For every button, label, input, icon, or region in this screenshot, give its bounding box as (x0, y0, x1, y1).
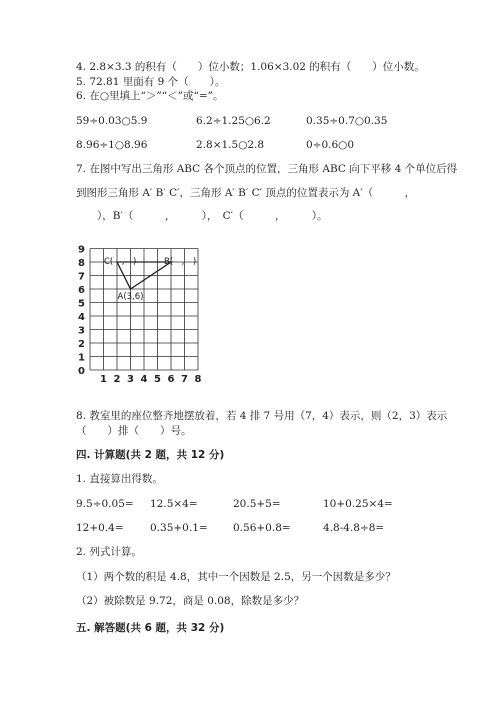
point-b-label: B( , ) (164, 257, 197, 267)
section-4-part2-q2: （2）被除数是 9.72，商是 0.08，除数是多少？ (76, 595, 305, 607)
y-tick-label: 8 (78, 258, 85, 269)
calc-item: 4.8-4.8÷8= (323, 522, 385, 534)
question-5: 5. 72.81 里面有 9 个（ ）。 (76, 76, 226, 88)
question-7-line1: 7. 在图中写出三角形 ABC 各个顶点的位置，三角形 ABC 向下平移 4 个单位后得 (76, 163, 458, 175)
question-4: 4. 2.8×3.3 的积有（ ）位小数；1.06×3.02 的积有（ ）位小数。 (76, 61, 425, 73)
x-tick-label: 3 (127, 374, 134, 385)
x-tick-label: 8 (194, 374, 202, 385)
y-tick-label: 5 (78, 298, 85, 310)
calc-item: 0.56+0.8= (233, 522, 291, 534)
y-tick-label: 4 (78, 312, 85, 323)
calc-item: 9.5÷0.05= (76, 498, 134, 510)
y-tick-label: 7 (78, 271, 85, 283)
compare-item: 8.96÷1○8.96 (76, 139, 148, 151)
x-tick-label: 5 (154, 374, 161, 385)
question-6-stem: 6. 在○里填上“＞”“＜”或“=”。 (76, 90, 224, 102)
section-4-part2: 2. 列式计算。 (76, 546, 142, 558)
compare-item: 2.8×1.5○2.8 (196, 139, 265, 151)
y-tick-label: 0 (78, 366, 85, 377)
x-tick-label: 7 (181, 374, 188, 385)
calc-item: 0.35+0.1= (150, 522, 208, 534)
calc-item: 10+0.25×4= (323, 498, 393, 510)
section-4-part1: 1. 直接算出得数。 (76, 473, 163, 485)
y-tick-label: 9 (78, 244, 85, 256)
y-tick-label: 2 (78, 339, 85, 350)
question-7-line3: ），B′（ ， ）， C′（ ， ）。 (76, 210, 328, 222)
section-4-part2-q1: （1）两个数的积是 4.8，其中一个因数是 2.5，另一个因数是多少？ (76, 571, 396, 583)
y-tick-label: 1 (78, 352, 85, 364)
question-8-line2: （ ）排（ ）号。 (76, 425, 192, 437)
coordinate-grid (76, 244, 216, 390)
x-tick-label: 6 (167, 374, 175, 385)
section-4-title: 四. 计算题(共 2 题，共 12 分) (76, 449, 225, 461)
calc-item: 12+0.4= (76, 522, 124, 534)
y-tick-label: 3 (78, 325, 85, 337)
calc-item: 12.5×4= (150, 498, 198, 510)
y-tick-label: 6 (78, 285, 85, 296)
compare-item: 6.2÷1.25○6.2 (196, 115, 271, 127)
question-7-line2: 到图形三角形 A′ B′ C′，三角形 A′ B′ C′ 顶点的位置表示为 A′（ ， (76, 187, 416, 199)
calc-item: 20.5+5= (233, 498, 281, 510)
compare-item: 0.35÷0.7○0.35 (306, 115, 388, 127)
compare-item: 59÷0.03○5.9 (76, 115, 148, 127)
question-8-line1: 8. 教室里的座位整齐地摆放着，若 4 排 7 号用（7，4）表示，则（2，3）表示 (76, 410, 448, 422)
x-tick-label: 4 (140, 374, 148, 385)
compare-item: 0÷0.6○0 (306, 139, 355, 151)
point-a-label: A(3,6) (117, 292, 144, 302)
section-5-title: 五. 解答题(共 6 题，共 32 分) (76, 622, 225, 634)
point-c-label: C( , ) (104, 257, 137, 267)
x-tick-label: 2 (113, 374, 121, 385)
x-tick-label: 1 (100, 374, 107, 385)
